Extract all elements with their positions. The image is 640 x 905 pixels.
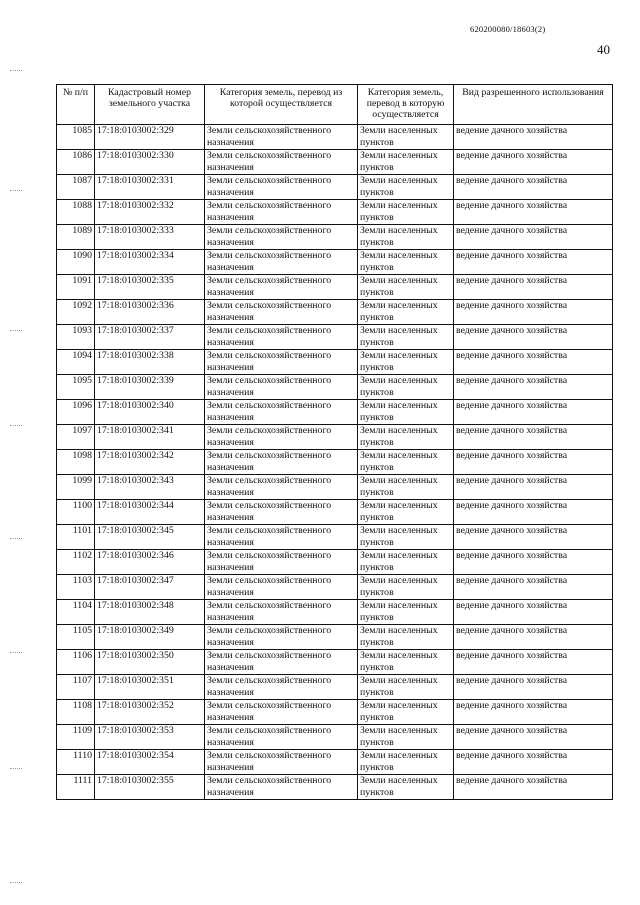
cadastral-number: 17:18:0103002:345 <box>95 525 205 550</box>
category-from <box>205 475 358 500</box>
category-to <box>358 350 454 375</box>
margin-mark <box>10 330 22 333</box>
margin-mark <box>10 425 22 428</box>
row-number: 1092 <box>57 300 95 325</box>
category-from-line-1: Земли сельскохозяйственного <box>207 125 332 136</box>
category-to-line-2: пунктов <box>360 537 394 548</box>
category-to-line-1: Земли населенных <box>360 375 438 386</box>
cadastral-number: 17:18:0103002:329 <box>95 125 205 150</box>
permitted-use: ведение дачного хозяйства <box>454 625 613 650</box>
category-to-line-1: Земли населенных <box>360 725 438 736</box>
category-to-line-1: Земли населенных <box>360 250 438 261</box>
category-to-line-1: Земли населенных <box>360 175 438 186</box>
category-to <box>358 650 454 675</box>
category-to-line-2: пунктов <box>360 137 394 148</box>
table-row <box>57 575 613 600</box>
category-from-line-2: назначения <box>207 612 254 623</box>
category-to-line-1: Земли населенных <box>360 325 438 336</box>
category-from <box>205 725 358 750</box>
category-from <box>205 450 358 475</box>
column-header-number: № п/п <box>57 85 95 125</box>
permitted-use: ведение дачного хозяйства <box>454 325 613 350</box>
category-to-line-2: пунктов <box>360 237 394 248</box>
cadastral-number: 17:18:0103002:338 <box>95 350 205 375</box>
cadastral-number: 17:18:0103002:352 <box>95 700 205 725</box>
table-header-row <box>57 85 613 125</box>
category-from-line-1: Земли сельскохозяйственного <box>207 700 332 711</box>
permitted-use: ведение дачного хозяйства <box>454 550 613 575</box>
column-header-category-to: Категория земель, перевод в которую осуществляется <box>358 85 454 125</box>
category-from-line-2: назначения <box>207 262 254 273</box>
category-from-line-1: Земли сельскохозяйственного <box>207 675 332 686</box>
category-from-line-2: назначения <box>207 412 254 423</box>
category-from-line-2: назначения <box>207 562 254 573</box>
table-row <box>57 150 613 175</box>
category-from-line-1: Земли сельскохозяйственного <box>207 725 332 736</box>
table-row <box>57 325 613 350</box>
category-to <box>358 275 454 300</box>
category-to-line-2: пунктов <box>360 312 394 323</box>
column-header-permitted-use: Вид разрешенного использования <box>454 85 613 125</box>
permitted-use: ведение дачного хозяйства <box>454 375 613 400</box>
permitted-use: ведение дачного хозяйства <box>454 475 613 500</box>
category-to-line-2: пунктов <box>360 637 394 648</box>
permitted-use: ведение дачного хозяйства <box>454 725 613 750</box>
margin-mark <box>10 538 22 541</box>
margin-mark <box>10 190 22 193</box>
category-from-line-1: Земли сельскохозяйственного <box>207 225 332 236</box>
category-to <box>358 575 454 600</box>
table-row <box>57 275 613 300</box>
category-to <box>358 775 454 800</box>
category-to <box>358 375 454 400</box>
category-to <box>358 600 454 625</box>
category-from-line-1: Земли сельскохозяйственного <box>207 150 332 161</box>
category-from <box>205 775 358 800</box>
row-number: 1097 <box>57 425 95 450</box>
category-from-line-1: Земли сельскохозяйственного <box>207 425 332 436</box>
margin-mark <box>10 652 22 655</box>
category-from <box>205 625 358 650</box>
row-number: 1105 <box>57 625 95 650</box>
category-to-line-1: Земли населенных <box>360 600 438 611</box>
category-to <box>358 175 454 200</box>
permitted-use: ведение дачного хозяйства <box>454 650 613 675</box>
category-from-line-2: назначения <box>207 512 254 523</box>
category-from <box>205 375 358 400</box>
cadastral-number: 17:18:0103002:340 <box>95 400 205 425</box>
category-from <box>205 650 358 675</box>
category-from-line-2: назначения <box>207 437 254 448</box>
category-from <box>205 275 358 300</box>
page-number: 40 <box>597 42 610 57</box>
category-from-line-1: Земли сельскохозяйственного <box>207 750 332 761</box>
cadastral-number: 17:18:0103002:354 <box>95 750 205 775</box>
row-number: 1096 <box>57 400 95 425</box>
category-from <box>205 675 358 700</box>
category-from <box>205 575 358 600</box>
category-from-line-1: Земли сельскохозяйственного <box>207 500 332 511</box>
category-from-line-1: Земли сельскохозяйственного <box>207 450 332 461</box>
cadastral-number: 17:18:0103002:336 <box>95 300 205 325</box>
row-number: 1102 <box>57 550 95 575</box>
permitted-use: ведение дачного хозяйства <box>454 525 613 550</box>
table-row <box>57 125 613 150</box>
table-row <box>57 350 613 375</box>
category-from <box>205 700 358 725</box>
category-to <box>358 325 454 350</box>
category-from <box>205 400 358 425</box>
cadastral-number: 17:18:0103002:334 <box>95 250 205 275</box>
permitted-use: ведение дачного хозяйства <box>454 125 613 150</box>
permitted-use: ведение дачного хозяйства <box>454 350 613 375</box>
table-body <box>57 125 613 800</box>
cadastral-number: 17:18:0103002:331 <box>95 175 205 200</box>
permitted-use: ведение дачного хозяйства <box>454 250 613 275</box>
table-row <box>57 675 613 700</box>
category-from <box>205 350 358 375</box>
category-from-line-2: назначения <box>207 287 254 298</box>
cadastral-number: 17:18:0103002:350 <box>95 650 205 675</box>
cadastral-number: 17:18:0103002:332 <box>95 200 205 225</box>
category-from-line-1: Земли сельскохозяйственного <box>207 775 332 786</box>
category-from <box>205 200 358 225</box>
category-from-line-1: Земли сельскохозяйственного <box>207 275 332 286</box>
category-from-line-2: назначения <box>207 337 254 348</box>
category-to-line-2: пунктов <box>360 587 394 598</box>
category-to-line-2: пунктов <box>360 612 394 623</box>
permitted-use: ведение дачного хозяйства <box>454 775 613 800</box>
table-row <box>57 525 613 550</box>
cadastral-number: 17:18:0103002:330 <box>95 150 205 175</box>
category-from-line-1: Земли сельскохозяйственного <box>207 350 332 361</box>
category-from-line-1: Земли сельскохозяйственного <box>207 600 332 611</box>
table-row <box>57 225 613 250</box>
table-row <box>57 550 613 575</box>
category-from-line-2: назначения <box>207 312 254 323</box>
category-from-line-1: Земли сельскохозяйственного <box>207 550 332 561</box>
table-row <box>57 475 613 500</box>
category-to-line-1: Земли населенных <box>360 150 438 161</box>
category-from-line-2: назначения <box>207 712 254 723</box>
category-from-line-2: назначения <box>207 237 254 248</box>
category-to-line-2: пунктов <box>360 362 394 373</box>
category-to-line-2: пунктов <box>360 737 394 748</box>
category-from <box>205 550 358 575</box>
table-row <box>57 775 613 800</box>
category-from <box>205 325 358 350</box>
cadastral-number: 17:18:0103002:337 <box>95 325 205 350</box>
category-to-line-2: пунктов <box>360 212 394 223</box>
category-to-line-2: пунктов <box>360 687 394 698</box>
column-header-category-from: Категория земель, перевод из которой осуществляется <box>205 85 358 125</box>
category-to-line-2: пунктов <box>360 387 394 398</box>
category-to-line-1: Земли населенных <box>360 200 438 211</box>
category-to <box>358 675 454 700</box>
category-to-line-1: Земли населенных <box>360 425 438 436</box>
category-to-line-1: Земли населенных <box>360 775 438 786</box>
row-number: 1090 <box>57 250 95 275</box>
row-number: 1098 <box>57 450 95 475</box>
category-from-line-2: назначения <box>207 212 254 223</box>
category-to <box>358 200 454 225</box>
category-to-line-1: Земли населенных <box>360 500 438 511</box>
row-number: 1089 <box>57 225 95 250</box>
category-from <box>205 250 358 275</box>
category-from <box>205 300 358 325</box>
category-from-line-1: Земли сельскохозяйственного <box>207 575 332 586</box>
category-from <box>205 175 358 200</box>
land-plots-table <box>56 84 613 800</box>
row-number: 1088 <box>57 200 95 225</box>
category-to <box>358 300 454 325</box>
row-number: 1095 <box>57 375 95 400</box>
margin-mark <box>10 70 22 73</box>
category-from <box>205 225 358 250</box>
column-header-cadastral: Кадастровый номер земельного участка <box>95 85 205 125</box>
row-number: 1107 <box>57 675 95 700</box>
category-from-line-2: назначения <box>207 387 254 398</box>
category-from <box>205 525 358 550</box>
cadastral-number: 17:18:0103002:355 <box>95 775 205 800</box>
category-from-line-2: назначения <box>207 537 254 548</box>
cadastral-number: 17:18:0103002:343 <box>95 475 205 500</box>
table-row <box>57 425 613 450</box>
margin-mark <box>10 882 22 885</box>
table-row <box>57 375 613 400</box>
category-to-line-2: пунктов <box>360 337 394 348</box>
permitted-use: ведение дачного хозяйства <box>454 425 613 450</box>
category-to <box>358 700 454 725</box>
cadastral-number: 17:18:0103002:348 <box>95 600 205 625</box>
row-number: 1093 <box>57 325 95 350</box>
cadastral-number: 17:18:0103002:339 <box>95 375 205 400</box>
category-to <box>358 625 454 650</box>
category-from-line-1: Земли сельскохозяйственного <box>207 175 332 186</box>
table-row <box>57 175 613 200</box>
permitted-use: ведение дачного хозяйства <box>454 200 613 225</box>
cadastral-number: 17:18:0103002:349 <box>95 625 205 650</box>
category-to-line-1: Земли населенных <box>360 550 438 561</box>
category-to <box>358 500 454 525</box>
table-row <box>57 600 613 625</box>
category-to-line-1: Земли населенных <box>360 750 438 761</box>
category-to-line-2: пунктов <box>360 787 394 798</box>
category-from-line-2: назначения <box>207 737 254 748</box>
category-from-line-2: назначения <box>207 762 254 773</box>
table-row <box>57 250 613 275</box>
category-to-line-1: Земли населенных <box>360 400 438 411</box>
row-number: 1111 <box>57 775 95 800</box>
row-number: 1100 <box>57 500 95 525</box>
cadastral-number: 17:18:0103002:346 <box>95 550 205 575</box>
cadastral-number: 17:18:0103002:351 <box>95 675 205 700</box>
category-from <box>205 125 358 150</box>
category-to-line-1: Земли населенных <box>360 300 438 311</box>
category-to-line-2: пунктов <box>360 287 394 298</box>
category-from-line-1: Земли сельскохозяйственного <box>207 650 332 661</box>
category-to-line-2: пунктов <box>360 437 394 448</box>
category-to <box>358 525 454 550</box>
category-to <box>358 725 454 750</box>
table-row <box>57 700 613 725</box>
category-from-line-1: Земли сельскохозяйственного <box>207 625 332 636</box>
category-from-line-2: назначения <box>207 137 254 148</box>
table-row <box>57 400 613 425</box>
category-to-line-1: Земли населенных <box>360 475 438 486</box>
category-to <box>358 550 454 575</box>
category-to-line-1: Земли населенных <box>360 650 438 661</box>
row-number: 1086 <box>57 150 95 175</box>
category-from-line-2: назначения <box>207 462 254 473</box>
category-from <box>205 150 358 175</box>
category-to-line-2: пунктов <box>360 412 394 423</box>
category-to <box>358 425 454 450</box>
cadastral-number: 17:18:0103002:347 <box>95 575 205 600</box>
category-to-line-2: пунктов <box>360 262 394 273</box>
category-from-line-2: назначения <box>207 487 254 498</box>
document-number: 620200080/18603(2) <box>470 24 546 34</box>
permitted-use: ведение дачного хозяйства <box>454 675 613 700</box>
row-number: 1108 <box>57 700 95 725</box>
category-to-line-2: пунктов <box>360 712 394 723</box>
row-number: 1110 <box>57 750 95 775</box>
permitted-use: ведение дачного хозяйства <box>454 150 613 175</box>
permitted-use: ведение дачного хозяйства <box>454 600 613 625</box>
table-row <box>57 200 613 225</box>
category-to-line-2: пунктов <box>360 562 394 573</box>
category-to-line-1: Земли населенных <box>360 625 438 636</box>
category-to-line-1: Земли населенных <box>360 125 438 136</box>
category-to-line-2: пунктов <box>360 487 394 498</box>
category-from <box>205 600 358 625</box>
permitted-use: ведение дачного хозяйства <box>454 175 613 200</box>
category-from-line-2: назначения <box>207 787 254 798</box>
permitted-use: ведение дачного хозяйства <box>454 300 613 325</box>
row-number: 1091 <box>57 275 95 300</box>
category-from-line-1: Земли сельскохозяйственного <box>207 375 332 386</box>
row-number: 1099 <box>57 475 95 500</box>
category-from-line-2: назначения <box>207 362 254 373</box>
category-from-line-1: Земли сельскохозяйственного <box>207 250 332 261</box>
margin-mark <box>10 768 22 771</box>
category-from <box>205 425 358 450</box>
table-row <box>57 300 613 325</box>
permitted-use: ведение дачного хозяйства <box>454 700 613 725</box>
table-row <box>57 650 613 675</box>
category-from-line-1: Земли сельскохозяйственного <box>207 475 332 486</box>
category-to-line-1: Земли населенных <box>360 575 438 586</box>
table-row <box>57 725 613 750</box>
permitted-use: ведение дачного хозяйства <box>454 400 613 425</box>
permitted-use: ведение дачного хозяйства <box>454 450 613 475</box>
category-to-line-2: пунктов <box>360 662 394 673</box>
category-from-line-1: Земли сельскохозяйственного <box>207 200 332 211</box>
table-row <box>57 750 613 775</box>
category-from-line-1: Земли сельскохозяйственного <box>207 525 332 536</box>
category-to-line-1: Земли населенных <box>360 450 438 461</box>
category-to <box>358 400 454 425</box>
row-number: 1085 <box>57 125 95 150</box>
category-to-line-1: Земли населенных <box>360 675 438 686</box>
category-from-line-1: Земли сельскохозяйственного <box>207 400 332 411</box>
category-from-line-1: Земли сельскохозяйственного <box>207 300 332 311</box>
row-number: 1101 <box>57 525 95 550</box>
category-from-line-2: назначения <box>207 687 254 698</box>
permitted-use: ведение дачного хозяйства <box>454 225 613 250</box>
category-to-line-2: пунктов <box>360 762 394 773</box>
category-from-line-1: Земли сельскохозяйственного <box>207 325 332 336</box>
category-to <box>358 450 454 475</box>
category-from-line-2: назначения <box>207 162 254 173</box>
category-to <box>358 225 454 250</box>
category-from-line-2: назначения <box>207 662 254 673</box>
row-number: 1103 <box>57 575 95 600</box>
row-number: 1109 <box>57 725 95 750</box>
category-to <box>358 150 454 175</box>
category-to <box>358 475 454 500</box>
cadastral-number: 17:18:0103002:341 <box>95 425 205 450</box>
permitted-use: ведение дачного хозяйства <box>454 750 613 775</box>
category-from-line-2: назначения <box>207 587 254 598</box>
permitted-use: ведение дачного хозяйства <box>454 500 613 525</box>
cadastral-number: 17:18:0103002:333 <box>95 225 205 250</box>
category-to <box>358 250 454 275</box>
category-from-line-2: назначения <box>207 187 254 198</box>
row-number: 1087 <box>57 175 95 200</box>
category-to <box>358 125 454 150</box>
table-row <box>57 500 613 525</box>
cadastral-number: 17:18:0103002:353 <box>95 725 205 750</box>
category-to-line-2: пунктов <box>360 162 394 173</box>
category-from <box>205 500 358 525</box>
row-number: 1094 <box>57 350 95 375</box>
cadastral-number: 17:18:0103002:335 <box>95 275 205 300</box>
category-to-line-1: Земли населенных <box>360 350 438 361</box>
table-row <box>57 625 613 650</box>
permitted-use: ведение дачного хозяйства <box>454 575 613 600</box>
category-from <box>205 750 358 775</box>
cadastral-number: 17:18:0103002:344 <box>95 500 205 525</box>
category-to-line-1: Земли населенных <box>360 275 438 286</box>
table-row <box>57 450 613 475</box>
category-to-line-2: пунктов <box>360 512 394 523</box>
category-to-line-1: Земли населенных <box>360 525 438 536</box>
row-number: 1104 <box>57 600 95 625</box>
category-from-line-2: назначения <box>207 637 254 648</box>
row-number: 1106 <box>57 650 95 675</box>
permitted-use: ведение дачного хозяйства <box>454 275 613 300</box>
category-to-line-1: Земли населенных <box>360 700 438 711</box>
category-to <box>358 750 454 775</box>
category-to-line-2: пунктов <box>360 187 394 198</box>
cadastral-number: 17:18:0103002:342 <box>95 450 205 475</box>
category-to-line-2: пунктов <box>360 462 394 473</box>
category-to-line-1: Земли населенных <box>360 225 438 236</box>
